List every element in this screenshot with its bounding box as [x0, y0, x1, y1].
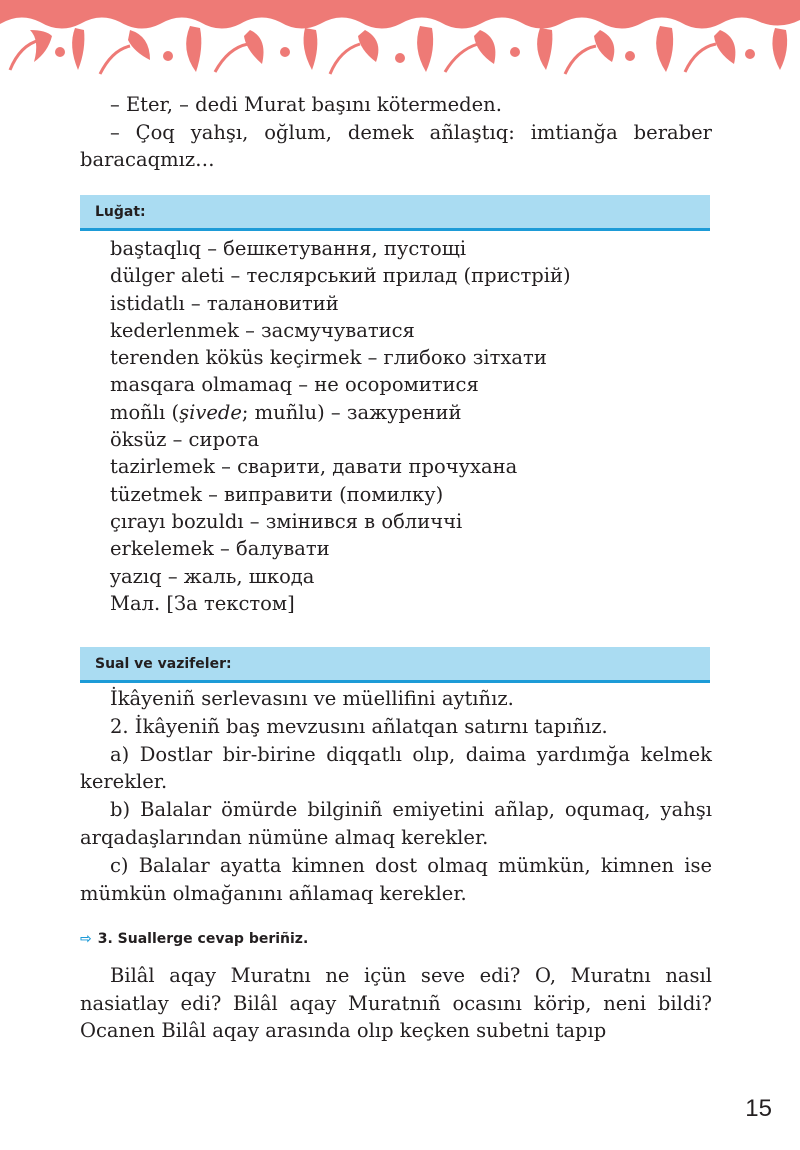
- task-paragraph: Bilâl aqay Muratnı ne içün seve edi? O, Muratnı nasıl nasiatlay edi? Bilâl aqay Muratnıñ ocasını körip, neni bildi? Ocanen Bilâl aqay arasında olıp keçken subetni tapıp: [80, 964, 712, 1042]
- glossary-item: yazıq – жаль, шкода: [110, 564, 315, 588]
- glossary-item: öksüz – сирота: [110, 428, 260, 452]
- intro-paragraph: – Çoq yahşı, oğlum, demek añlaştıq: imtianğa beraber baracaqmız…: [80, 120, 712, 171]
- task-heading: [80, 931, 308, 947]
- glossary-list: [110, 235, 710, 617]
- glossary-item: tazirlemek – сварити, давати прочухана: [110, 455, 518, 479]
- glossary-item: moñlı (şivede; muñlu) – зажурений: [110, 400, 462, 424]
- task-title: 3. Suallerge cevap beriñiz.: [97, 931, 309, 947]
- question-item: 2. İkâyeniñ baş mevzusını añlatqan satırnı tapıñız.: [110, 714, 608, 738]
- task-text: [80, 962, 712, 1045]
- page-number: 15: [745, 1095, 772, 1122]
- question-item: a) Dostlar bir-birine diqqatlı olıp, daima yardımğa kelmek kerekler.: [80, 742, 712, 794]
- glossary-item: Мал. [За текстом]: [110, 591, 295, 615]
- glossary-item: masqara olmamaq – не осоромитися: [110, 373, 479, 397]
- questions-title: Sual ve vazifeler:: [95, 656, 232, 672]
- questions-list: [80, 685, 712, 907]
- glossary-item: terenden köküs keçirmek – глибоко зітхати: [110, 346, 547, 370]
- arrow-right-icon: ⇨: [80, 931, 92, 947]
- glossary-item: dülger aleti – теслярський прилад (пристрій): [110, 264, 571, 288]
- intro-paragraph: – Eter, – dedi Murat başını kötermeden.: [110, 93, 502, 116]
- intro-text: [80, 91, 712, 174]
- questions-header: [80, 647, 710, 683]
- glossary-item: erkelemek – балувати: [110, 537, 330, 561]
- question-item: c) Balalar ayatta kimnen dost olmaq mümkün, kimnen ise mümkün olmağanını añlamaq kerekler.: [80, 853, 712, 905]
- question-item: b) Balalar ömürde bilginiñ emiyetini añlap, oqumaq, yahşı arqadaşlarından nümüne almaq kerekler.: [80, 798, 712, 849]
- glossary-item: çırayı bozuldı – змінився в обличчі: [110, 509, 463, 533]
- question-item: İkâyeniñ serlevasını ve müellifini aytıñız.: [110, 687, 514, 710]
- glossary-item: tüzetmek – виправити (помилку): [110, 482, 444, 506]
- floral-ornament-border: [0, 0, 800, 78]
- glossary-item: baştaqlıq – бешкетування, пустощі: [110, 237, 467, 260]
- glossary-item: istidatlı – талановитий: [110, 291, 339, 315]
- glossary-title: Luğat:: [95, 204, 146, 220]
- glossary-header: [80, 195, 710, 231]
- glossary-item: kederlenmek – засмучуватися: [110, 318, 415, 342]
